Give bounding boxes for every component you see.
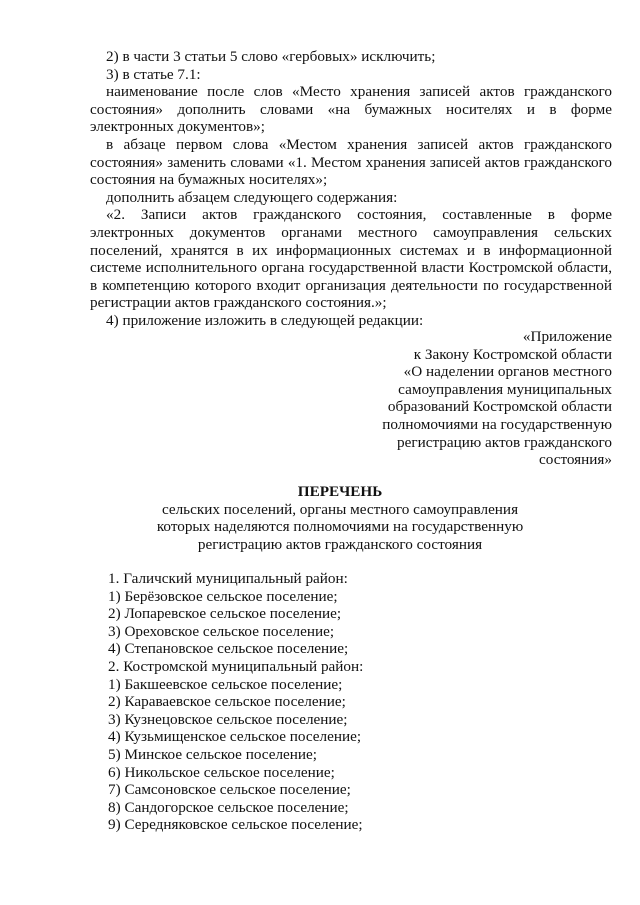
appendix-line: состояния» xyxy=(538,451,612,469)
list-subtitle-line: которых наделяются полномочиями на государственную xyxy=(156,518,524,536)
list-subtitle-line: регистрацию актов гражданского состояния xyxy=(197,535,483,553)
list-item: 1. Галичский муниципальный район: xyxy=(108,570,348,587)
list-item: 6) Никольское сельское поселение; xyxy=(108,763,335,781)
list-item: 2) Лопаревское сельское поселение; xyxy=(108,605,342,623)
paragraph-item-2: 2) в части 3 статьи 5 слово «гербовых» исключить; xyxy=(106,48,436,65)
list-item: 4) Кузьмищенское сельское поселение; xyxy=(108,728,362,746)
paragraph-quoted-text: «2. Записи актов гражданского состояния, составленные в форме электронных документов органами местного самоуправления сельских поселений, хранятся в их информационных системах и в информационной системе исполнительного органа государственной власти Костромской области, в компетенцию которого входит организация деятельности по государственной регистрации актов гражданского состояния.»; xyxy=(90,206,612,312)
appendix-line: образований Костромской области xyxy=(387,398,612,416)
list-item: 8) Сандогорское сельское поселение; xyxy=(108,798,349,816)
amendment-text xyxy=(90,48,612,330)
list-item: 1) Берёзовское сельское поселение; xyxy=(108,587,338,605)
appendix-line: к Закону Костромской области xyxy=(413,345,612,363)
list-heading xyxy=(90,483,590,553)
list-item: 9) Середняковское сельское поселение; xyxy=(108,816,363,834)
list-item: 3) Ореховское сельское поселение; xyxy=(108,622,335,640)
list-item: 3) Кузнецовское сельское поселение; xyxy=(108,710,348,728)
appendix-line: «Приложение xyxy=(522,328,612,345)
paragraph-first-abzac: в абзаце первом слова «Местом хранения записей актов гражданского состояния» заменить словами «1. Местом хранения записей актов гражданского состояния на бумажных носителях»; xyxy=(90,135,612,189)
settlement-list xyxy=(108,570,588,834)
appendix-line: полномочиями на государственную xyxy=(382,415,612,433)
list-item: 4) Степановское сельское поселение; xyxy=(108,640,349,658)
list-item: 2. Костромской муниципальный район: xyxy=(108,657,364,675)
list-item: 7) Самсоновское сельское поселение; xyxy=(108,781,351,799)
appendix-line: самоуправления муниципальных xyxy=(398,380,612,398)
paragraph-item-4: 4) приложение изложить в следующей редакции: xyxy=(106,311,424,329)
paragraph-add-abzac: дополнить абзацем следующего содержания: xyxy=(106,188,398,206)
appendix-line: «О наделении органов местного xyxy=(403,363,612,381)
paragraph-name-amend: наименование после слов «Место хранения записей актов гражданского состояния» дополнить словами «на бумажных носителях и в форме электронных документов»; xyxy=(90,83,612,136)
list-item: 1) Бакшеевское сельское поселение; xyxy=(108,675,343,693)
appendix-line: регистрацию актов гражданского xyxy=(397,433,612,451)
appendix-header xyxy=(380,328,612,469)
list-item: 2) Караваевское сельское поселение; xyxy=(108,693,346,711)
list-subtitle-line: сельских поселений, органы местного самоуправления xyxy=(161,500,519,518)
paragraph-item-3: 3) в статье 7.1: xyxy=(106,65,201,83)
list-item: 5) Минское сельское поселение; xyxy=(108,745,318,763)
list-title: ПЕРЕЧЕНЬ xyxy=(297,483,383,500)
